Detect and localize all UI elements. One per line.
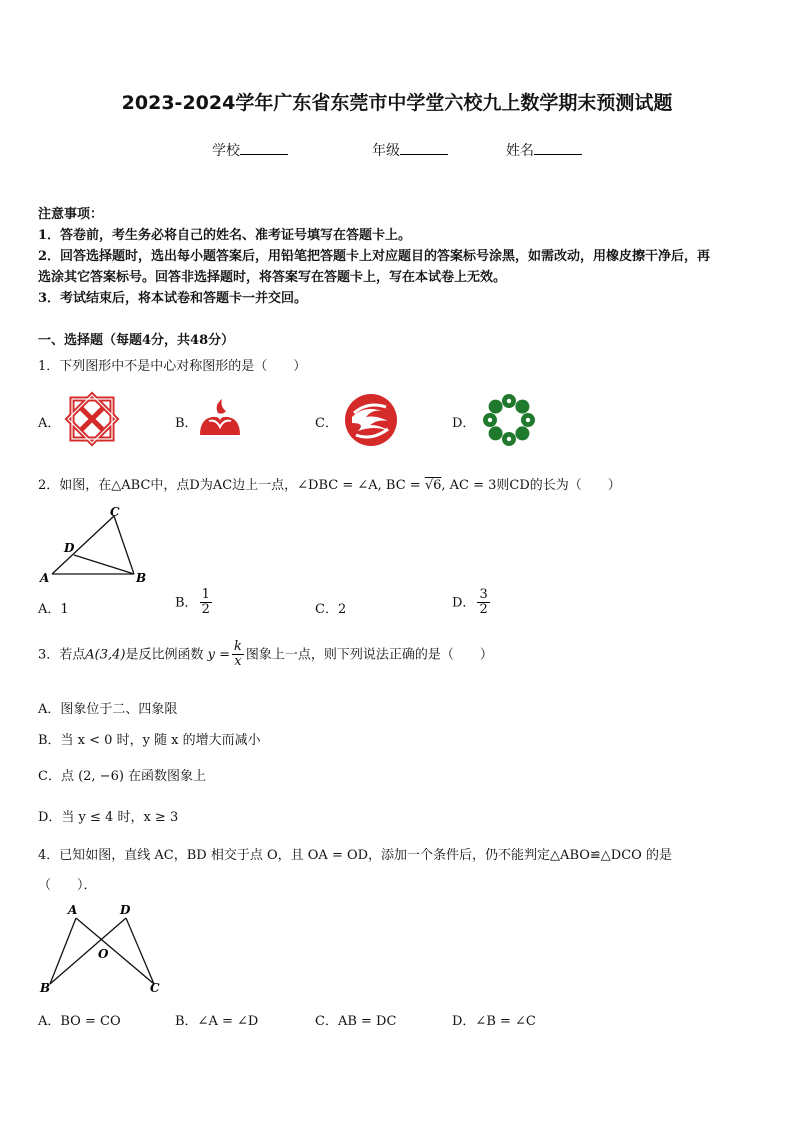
- q2-stem-text-a: 2．如图，在△ABC中，点D为AC边上一点，∠DBC = ∠A, BC =: [38, 478, 425, 493]
- q2-stem-text-b: , AC = 3则CD的长为（ ）: [441, 478, 621, 493]
- q3-stem-b: 是反比例函数: [125, 647, 204, 663]
- q4-option-c[interactable]: C．AB = DC: [315, 1014, 397, 1029]
- q3-option-c[interactable]: C．点 (2, −6) 在函数图象上: [38, 769, 207, 784]
- name-label: 姓名: [506, 143, 534, 159]
- q2-sqrt: √6: [424, 478, 442, 493]
- q4-option-a[interactable]: A．BO = CO: [38, 1014, 121, 1029]
- q4-label-d: D: [120, 903, 131, 917]
- q2-option-d-den: 2: [479, 602, 488, 618]
- flame-logo-icon[interactable]: [196, 397, 244, 439]
- school-label: 学校: [212, 143, 240, 159]
- q2-option-d-num: 3: [479, 587, 488, 602]
- school-blank[interactable]: [240, 142, 288, 155]
- q4-stem: 4．已知如图，直线 AC，BD 相交于点 O，且 OA = OD，添加一个条件后，仍不能判定△ABO≌△DCO 的是: [38, 848, 672, 863]
- q4-crossing-lines-figure: [36, 900, 166, 998]
- q2-option-b-num: 1: [201, 587, 210, 602]
- q2-stem: [38, 474, 621, 493]
- note-3: 3．考试结束后，将本试卷和答题卡一并交回。: [38, 291, 308, 306]
- name-field: [506, 140, 582, 160]
- school-field: [212, 140, 288, 160]
- note-1: 1．答卷前，考生务必将自己的姓名、准考证号填写在答题卡上。: [38, 228, 412, 243]
- q3-point: A(3,4): [85, 647, 126, 663]
- knot-logo-icon[interactable]: [64, 391, 120, 447]
- q1-option-b-label: B．: [175, 416, 198, 431]
- q3-den: x: [234, 654, 242, 670]
- q4-stem-end: （ ）．: [38, 878, 97, 893]
- grade-field: [372, 140, 448, 160]
- q2-option-d[interactable]: [452, 588, 492, 618]
- note-2-cont: 选涂其它答案标号。回答非选择题时，将答案写在答题卡上，写在本试卷上无效。: [38, 270, 507, 285]
- grade-blank[interactable]: [400, 142, 448, 155]
- q2-option-b[interactable]: [175, 588, 214, 618]
- q2-option-b-den: 2: [201, 602, 210, 618]
- q2-option-b-label: B．: [175, 595, 198, 611]
- q4-option-b[interactable]: B．∠A = ∠D: [175, 1014, 259, 1029]
- swirl-logo-icon[interactable]: [342, 391, 400, 449]
- q2-label-d: D: [64, 541, 75, 555]
- q2-option-a[interactable]: A．1: [38, 602, 69, 617]
- q2-triangle-figure: [36, 504, 156, 590]
- q2-label-c: C: [110, 505, 120, 519]
- q4-option-d[interactable]: D．∠B = ∠C: [452, 1014, 536, 1029]
- q4-label-o: O: [98, 947, 109, 961]
- q2-label-b: B: [136, 571, 147, 585]
- page-title: 2023-2024学年广东省东莞市中学堂六校九上数学期末预测试题: [121, 92, 673, 114]
- q3-stem: [38, 640, 493, 670]
- q1-stem: 1．下列图形中不是中心对称图形的是（ ）: [38, 359, 307, 374]
- q1-option-c-label: C．: [315, 416, 338, 431]
- section-heading: 一、选择题（每题4分，共48分）: [38, 333, 235, 348]
- q4-label-a: A: [68, 903, 78, 917]
- q4-label-c: C: [150, 981, 160, 995]
- q4-label-b: B: [40, 981, 51, 995]
- q2-option-d-label: D．: [452, 595, 476, 611]
- q1-option-a-label: A．: [38, 416, 61, 431]
- notes-heading: 注意事项：: [38, 207, 104, 222]
- name-blank[interactable]: [534, 142, 582, 155]
- q3-option-b[interactable]: B．当 x < 0 时，y 随 x 的增大而减小: [38, 733, 261, 748]
- q3-stem-c: 图象上一点，则下列说法正确的是（ ）: [245, 647, 493, 663]
- q3-stem-a: 3．若点: [38, 647, 86, 663]
- q3-y-eq: y =: [207, 647, 231, 663]
- q1-option-d-label: D．: [452, 416, 476, 431]
- flower-logo-icon[interactable]: [482, 393, 536, 447]
- grade-label: 年级: [372, 143, 400, 159]
- q3-option-d[interactable]: D．当 y ≤ 4 时，x ≥ 3: [38, 810, 179, 825]
- q3-option-a[interactable]: A．图象位于二、四象限: [38, 702, 178, 717]
- q3-num: k: [234, 639, 242, 654]
- q2-label-a: A: [40, 571, 50, 585]
- note-2: 2．回答选择题时，选出每小题答案后，用铅笔把答题卡上对应题目的答案标号涂黑，如需改动，用橡皮擦干净后，再: [38, 249, 711, 264]
- q2-option-c[interactable]: C．2: [315, 602, 347, 617]
